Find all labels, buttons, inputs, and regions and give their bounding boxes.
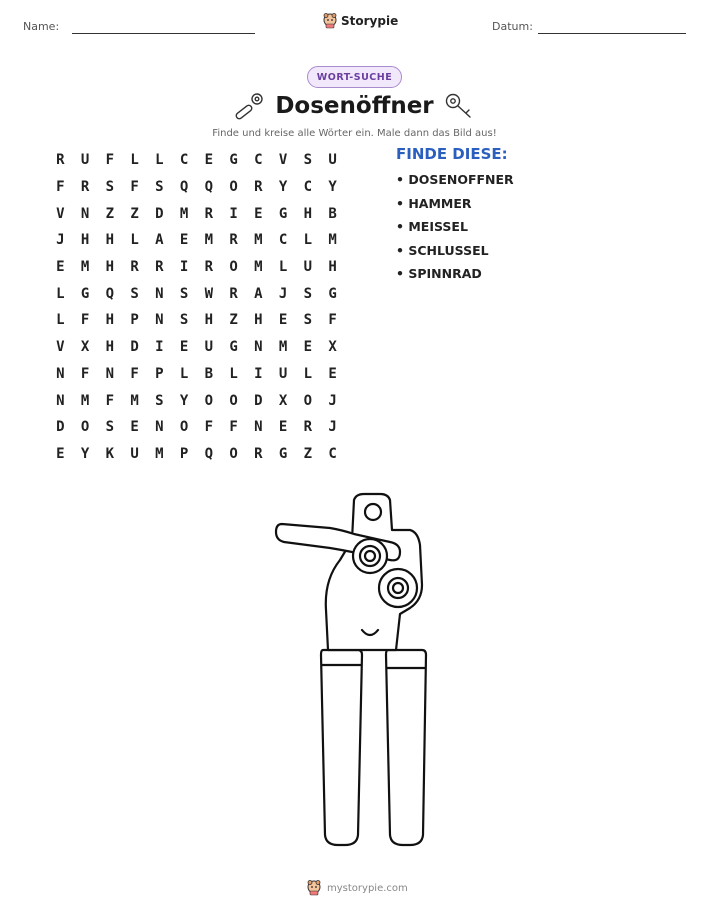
grid-cell[interactable]: J: [278, 285, 288, 302]
grid-cell[interactable]: J: [328, 419, 337, 436]
brand-logo: [323, 13, 398, 29]
grid-cell[interactable]: B: [328, 205, 337, 222]
grid-cell[interactable]: G: [278, 445, 288, 462]
grid-cell[interactable]: D: [254, 392, 263, 409]
grid-cell[interactable]: E: [179, 232, 189, 249]
find-title: FINDE DIESE:: [396, 145, 508, 163]
grid-cell[interactable]: K: [105, 445, 115, 462]
word-item: • SPINNRAD: [396, 266, 482, 281]
grid-cell[interactable]: R: [56, 152, 65, 169]
grid-cell[interactable]: S: [179, 285, 189, 302]
grid-cell[interactable]: L: [303, 365, 313, 382]
grid-cell[interactable]: U: [303, 259, 313, 276]
grid-cell[interactable]: E: [254, 205, 263, 222]
grid-cell[interactable]: O: [229, 179, 238, 196]
grid-cell[interactable]: M: [254, 259, 263, 276]
grid-row: [48, 147, 345, 174]
grid-cell[interactable]: L: [229, 365, 238, 382]
grid-cell[interactable]: Q: [204, 445, 214, 462]
grid-cell[interactable]: H: [303, 205, 313, 222]
grid-cell[interactable]: Z: [130, 205, 139, 222]
grid-cell[interactable]: L: [278, 259, 288, 276]
grid-cell[interactable]: N: [105, 365, 115, 382]
grid-cell[interactable]: R: [254, 445, 263, 462]
grid-cell[interactable]: O: [80, 419, 90, 436]
word-search-badge: WORT-SUCHE: [307, 66, 402, 88]
grid-cell[interactable]: R: [80, 179, 90, 196]
letter-grid: [48, 147, 345, 467]
grid-cell[interactable]: R: [204, 205, 214, 222]
grid-cell[interactable]: A: [254, 285, 263, 302]
grid-cell[interactable]: L: [130, 152, 139, 169]
grid-cell[interactable]: Y: [278, 179, 288, 196]
grid-cell[interactable]: G: [80, 285, 90, 302]
grid-cell[interactable]: N: [155, 312, 164, 329]
grid-cell[interactable]: N: [56, 392, 65, 409]
grid-cell[interactable]: Y: [328, 179, 337, 196]
grid-cell[interactable]: E: [303, 339, 313, 356]
grid-cell[interactable]: A: [155, 232, 164, 249]
grid-cell[interactable]: F: [130, 179, 139, 196]
grid-cell[interactable]: M: [254, 232, 263, 249]
grid-cell[interactable]: R: [155, 259, 164, 276]
grid-cell[interactable]: C: [254, 152, 263, 169]
grid-cell[interactable]: D: [56, 419, 65, 436]
grid-cell[interactable]: H: [105, 232, 115, 249]
grid-cell[interactable]: X: [328, 339, 337, 356]
grid-cell[interactable]: N: [155, 419, 164, 436]
grid-cell[interactable]: Q: [179, 179, 189, 196]
grid-cell[interactable]: E: [56, 445, 65, 462]
grid-cell[interactable]: Q: [204, 179, 214, 196]
grid-cell[interactable]: J: [328, 392, 337, 409]
grid-cell[interactable]: F: [204, 419, 214, 436]
grid-cell[interactable]: W: [204, 285, 214, 302]
grid-cell[interactable]: S: [303, 152, 313, 169]
grid-cell[interactable]: X: [80, 339, 90, 356]
grid-cell[interactable]: D: [130, 339, 139, 356]
grid-cell[interactable]: M: [204, 232, 214, 249]
grid-cell[interactable]: E: [278, 312, 288, 329]
grid-cell[interactable]: C: [303, 179, 313, 196]
grid-row: [48, 361, 345, 388]
grid-cell[interactable]: O: [303, 392, 313, 409]
word-list: [396, 172, 514, 290]
grid-cell[interactable]: N: [254, 339, 263, 356]
grid-cell[interactable]: C: [278, 232, 288, 249]
brand-name: Storypie: [341, 14, 399, 28]
grid-cell[interactable]: F: [80, 365, 90, 382]
grid-cell[interactable]: C: [179, 152, 189, 169]
grid-row: [48, 307, 345, 334]
name-line[interactable]: [72, 33, 255, 34]
grid-cell[interactable]: E: [56, 259, 65, 276]
instructions: Finde und kreise alle Wörter ein. Male dann das Bild aus!: [212, 128, 497, 139]
grid-cell[interactable]: F: [80, 312, 90, 329]
grid-cell[interactable]: V: [56, 339, 65, 356]
word-item: • MEISSEL: [396, 219, 468, 234]
grid-cell[interactable]: H: [254, 312, 263, 329]
grid-cell[interactable]: M: [278, 339, 288, 356]
grid-cell[interactable]: L: [56, 285, 65, 302]
grid-cell[interactable]: H: [80, 232, 90, 249]
grid-cell[interactable]: F: [328, 312, 337, 329]
grid-cell[interactable]: P: [179, 445, 189, 462]
grid-cell[interactable]: L: [155, 152, 164, 169]
grid-cell[interactable]: P: [155, 365, 164, 382]
grid-cell[interactable]: G: [229, 339, 238, 356]
grid-cell[interactable]: Z: [105, 205, 115, 222]
footer: [307, 880, 408, 896]
grid-cell[interactable]: S: [303, 285, 313, 302]
grid-cell[interactable]: H: [328, 259, 337, 276]
grid-cell[interactable]: R: [130, 259, 139, 276]
grid-cell[interactable]: H: [105, 259, 115, 276]
grid-cell[interactable]: S: [105, 419, 115, 436]
grid-cell[interactable]: M: [80, 259, 90, 276]
grid-row: [48, 414, 345, 441]
grid-row: [48, 227, 345, 254]
grid-cell[interactable]: I: [229, 205, 238, 222]
grid-cell[interactable]: U: [130, 445, 139, 462]
grid-cell[interactable]: S: [130, 285, 139, 302]
grid-cell[interactable]: U: [328, 152, 337, 169]
grid-cell[interactable]: O: [204, 392, 214, 409]
grid-cell[interactable]: N: [254, 419, 263, 436]
grid-cell[interactable]: V: [278, 152, 288, 169]
grid-cell[interactable]: F: [229, 419, 238, 436]
right-handle: [386, 650, 426, 845]
grid-cell[interactable]: E: [130, 419, 139, 436]
key-doodle-icon: [443, 92, 475, 122]
grid-cell[interactable]: M: [80, 392, 90, 409]
grid-cell[interactable]: F: [105, 152, 115, 169]
grid-cell[interactable]: U: [204, 339, 214, 356]
grid-cell[interactable]: H: [105, 339, 115, 356]
can-opener-illustration: [270, 490, 440, 852]
grid-cell[interactable]: M: [130, 392, 139, 409]
grid-cell[interactable]: V: [56, 205, 65, 222]
grid-cell[interactable]: E: [204, 152, 214, 169]
date-line[interactable]: [538, 33, 686, 34]
storypie-mascot-icon: [307, 880, 321, 896]
grid-cell[interactable]: M: [155, 445, 164, 462]
footer-url[interactable]: mystorypie.com: [327, 882, 408, 894]
grid-cell[interactable]: E: [328, 365, 337, 382]
grid-cell[interactable]: S: [105, 179, 115, 196]
date-label: Datum:: [492, 20, 533, 33]
grid-cell[interactable]: O: [179, 419, 189, 436]
grid-cell[interactable]: Y: [80, 445, 90, 462]
grid-row: [48, 200, 345, 227]
grid-cell[interactable]: Z: [303, 445, 313, 462]
grid-cell[interactable]: S: [303, 312, 313, 329]
grid-cell[interactable]: R: [303, 419, 313, 436]
grid-cell[interactable]: R: [229, 232, 238, 249]
storypie-mascot-icon: [323, 13, 337, 29]
grid-cell[interactable]: F: [130, 365, 139, 382]
grid-cell[interactable]: M: [179, 205, 189, 222]
grid-cell[interactable]: I: [179, 259, 189, 276]
grid-cell[interactable]: O: [229, 445, 238, 462]
grid-cell[interactable]: U: [278, 365, 288, 382]
grid-row: [48, 174, 345, 201]
grid-cell[interactable]: S: [179, 312, 189, 329]
grid-cell[interactable]: S: [155, 179, 164, 196]
grid-cell[interactable]: H: [204, 312, 214, 329]
word-item: • DOSENOFFNER: [396, 172, 514, 187]
grid-row: [48, 441, 345, 468]
grid-cell[interactable]: B: [204, 365, 214, 382]
grid-cell[interactable]: Z: [229, 312, 238, 329]
grid-row: [48, 254, 345, 281]
grid-row: [48, 280, 345, 307]
grid-cell[interactable]: U: [80, 152, 90, 169]
grid-cell[interactable]: Q: [105, 285, 115, 302]
grid-cell[interactable]: L: [56, 312, 65, 329]
grid-cell[interactable]: J: [56, 232, 65, 249]
grid-cell[interactable]: O: [229, 259, 238, 276]
grid-cell[interactable]: N: [80, 205, 90, 222]
grid-cell[interactable]: E: [278, 419, 288, 436]
grid-cell[interactable]: L: [130, 232, 139, 249]
grid-cell[interactable]: D: [155, 205, 164, 222]
grid-cell[interactable]: C: [328, 445, 337, 462]
grid-cell[interactable]: X: [278, 392, 288, 409]
grid-cell[interactable]: Y: [179, 392, 189, 409]
grid-cell[interactable]: I: [155, 339, 164, 356]
left-handle: [321, 650, 362, 845]
grid-cell[interactable]: M: [328, 232, 337, 249]
grid-row: [48, 334, 345, 361]
word-item: • HAMMER: [396, 195, 472, 211]
grid-row: [48, 387, 345, 414]
grid-cell[interactable]: G: [229, 152, 238, 169]
grid-cell[interactable]: R: [254, 179, 263, 196]
page-title: Dosenöffner: [275, 93, 434, 119]
grid-cell[interactable]: L: [179, 365, 189, 382]
grid-cell[interactable]: N: [155, 285, 164, 302]
grid-cell[interactable]: L: [303, 232, 313, 249]
grid-cell[interactable]: R: [229, 285, 238, 302]
grid-cell[interactable]: H: [105, 312, 115, 329]
grid-cell[interactable]: E: [179, 339, 189, 356]
grid-cell[interactable]: F: [105, 392, 115, 409]
grid-cell[interactable]: S: [155, 392, 164, 409]
grid-cell[interactable]: F: [56, 179, 65, 196]
grid-cell[interactable]: G: [278, 205, 288, 222]
name-label: Name:: [23, 20, 60, 33]
word-item: • SCHLUSSEL: [396, 242, 489, 258]
grid-cell[interactable]: R: [204, 259, 214, 276]
grid-cell[interactable]: P: [130, 312, 139, 329]
grid-cell[interactable]: O: [229, 392, 238, 409]
grid-cell[interactable]: I: [254, 365, 263, 382]
grid-cell[interactable]: N: [56, 365, 65, 382]
grid-cell[interactable]: G: [328, 285, 337, 302]
